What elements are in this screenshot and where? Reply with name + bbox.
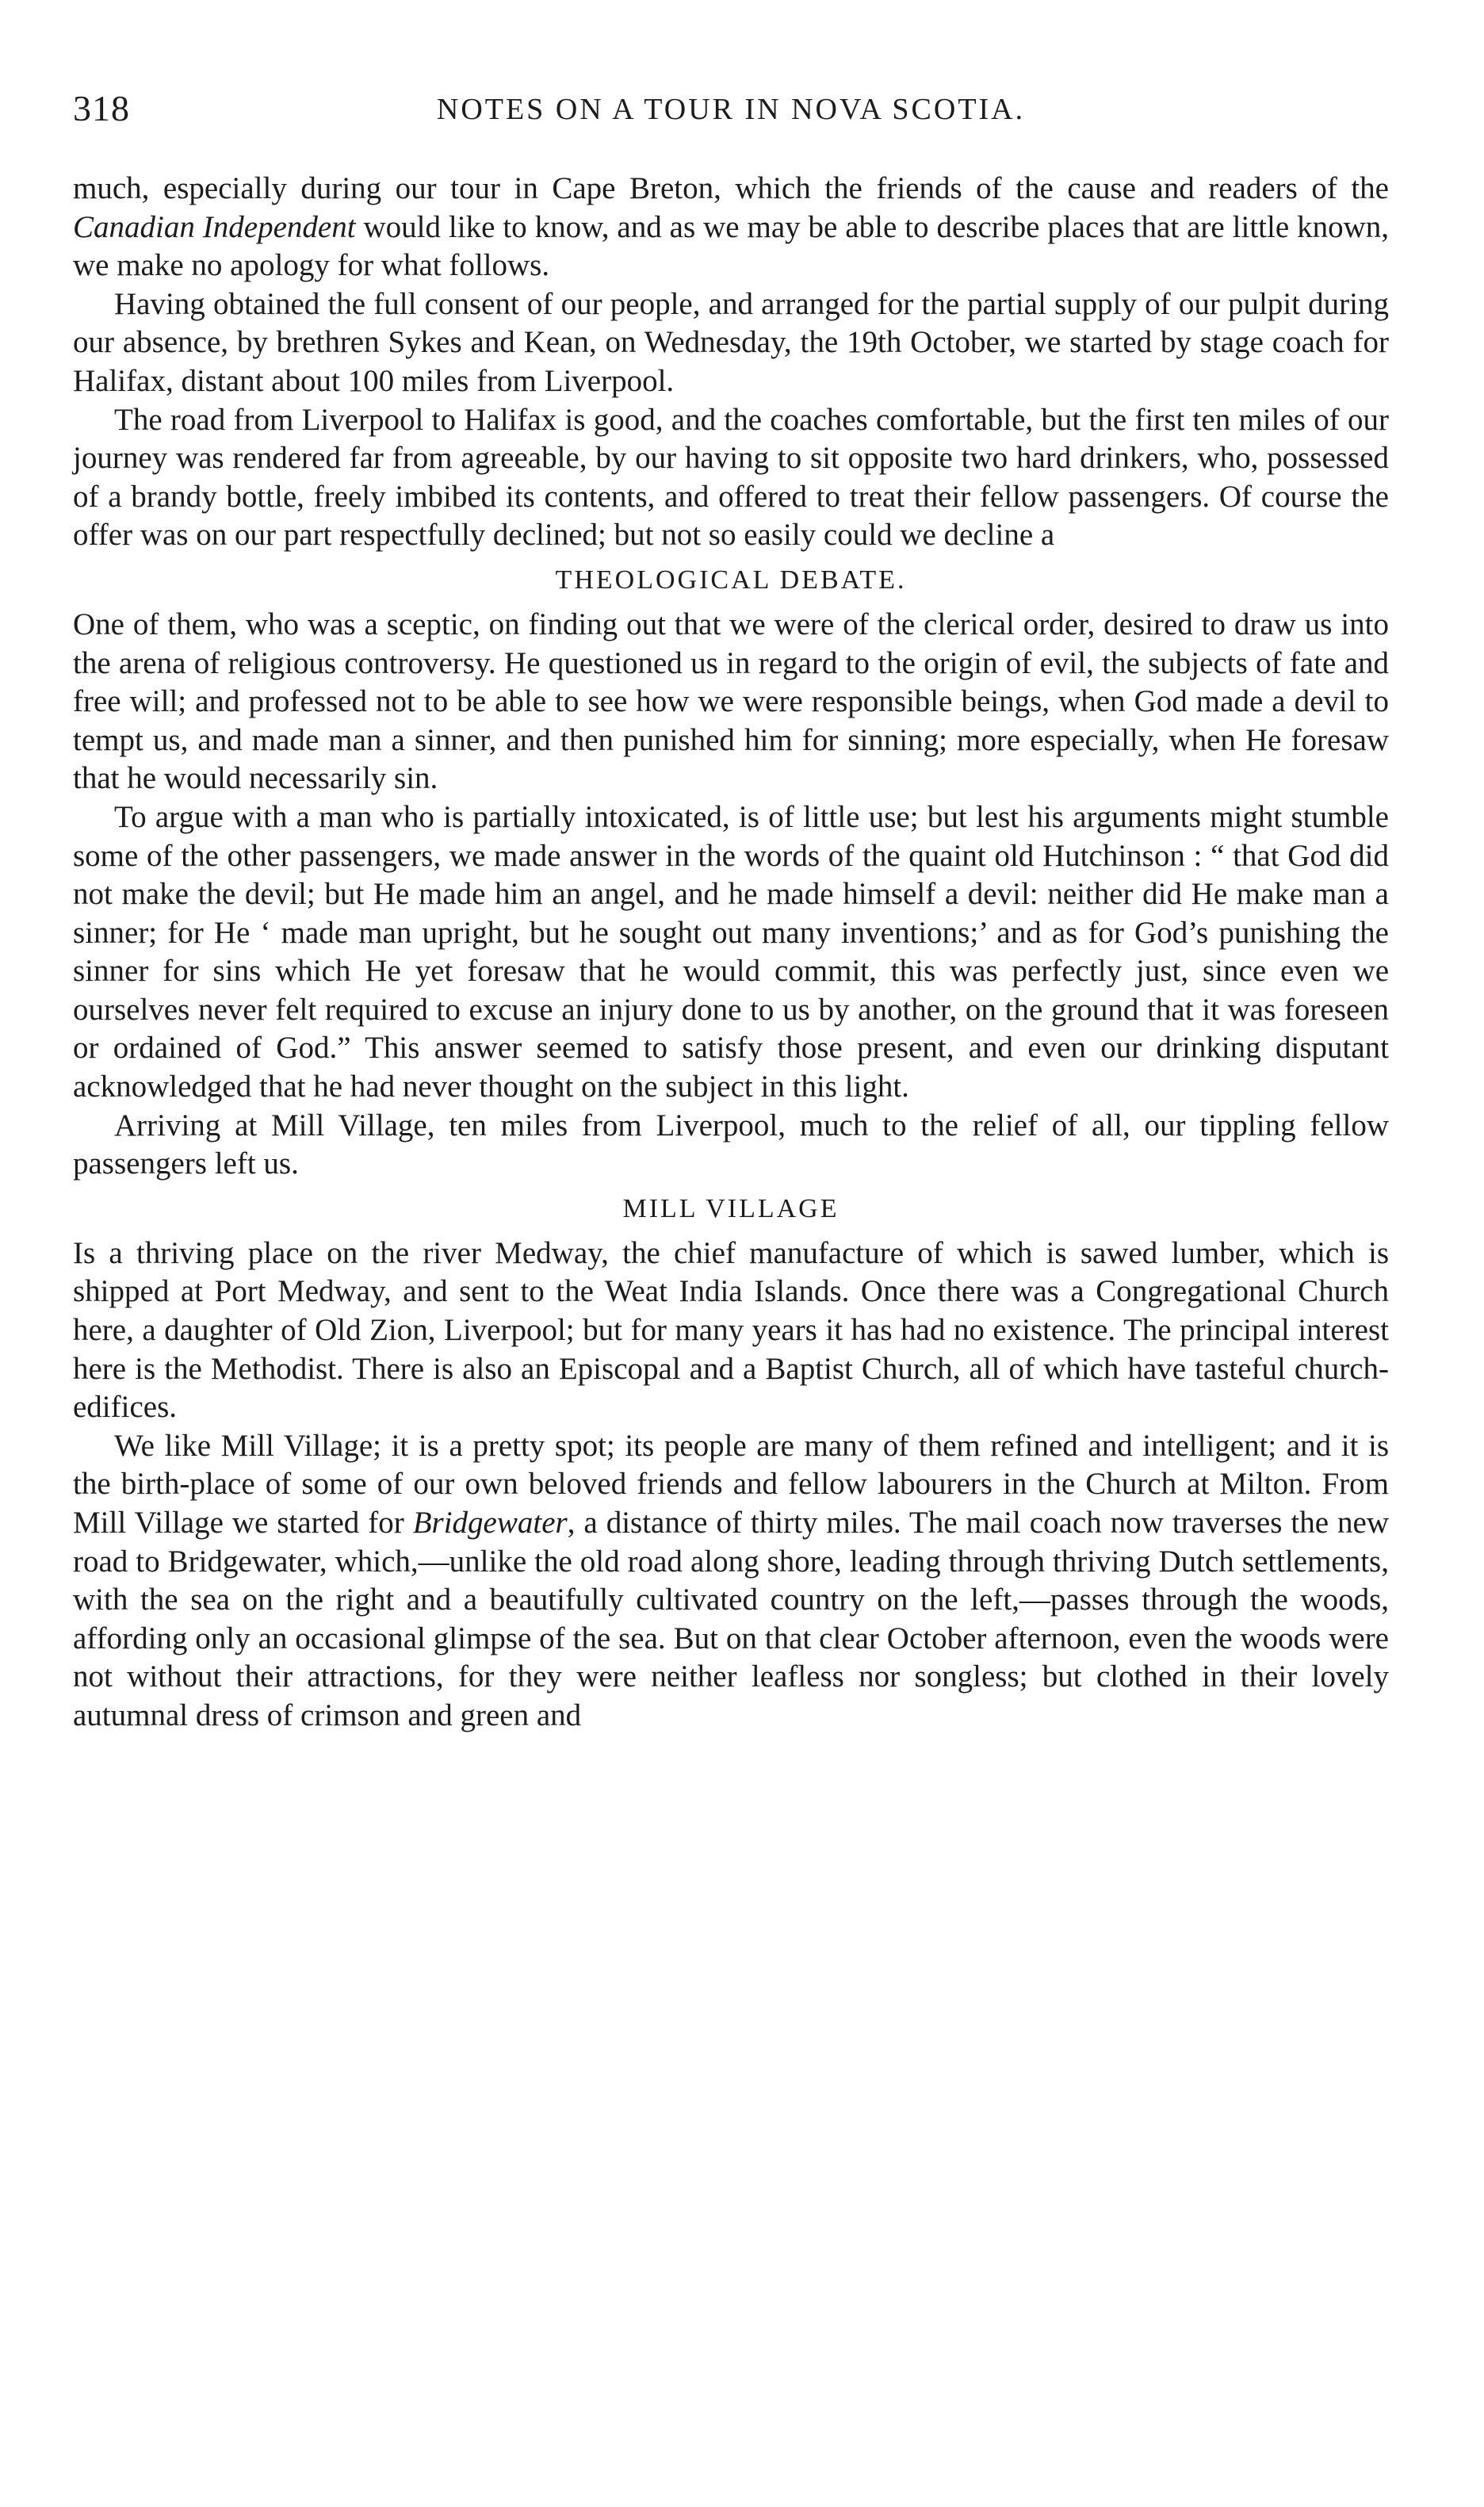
running-head	[73, 87, 1389, 143]
section-heading-theological-debate: THEOLOGICAL DEBATE.	[555, 565, 907, 595]
paragraph-1-text-c: would like to know, and as we may be able to describe places that are little known, we make no apology for what follows.	[73, 209, 1389, 283]
section-heading-mill-village: MILL VILLAGE	[622, 1193, 840, 1223]
running-title: NOTES ON A TOUR IN NOVA SCOTIA.	[436, 93, 1026, 126]
paragraph-1	[73, 170, 1389, 285]
paragraph-4: One of them, who was a sceptic, on finding out that we were of the clerical order, desired to draw us into the arena of religious controversy. He questioned us in regard to the origin of evil, the subjects of fate and free will; and professed not to be able to see how we were responsible beings, when God made a devil to tempt us, and made man a sinner, and then punished him for sinning; more especially, when He foresaw that he would necessarily sin.	[73, 607, 1389, 796]
paragraph-8-text-c: , a distance of thirty miles. The mail coach now traverses the new road to Bridgewater, which,—unlike the old road along shore, leading through thriving Dutch settlements, with the sea on the right and a beautifully cultivated country on the left,—passes through the woods, affording only an occasional glimpse of the sea. But on that clear October afternoon, even the woods were not without their attractions, for they were neither leafless nor songless; but clothed in their lovely autumnal dress of crimson and green and	[73, 1506, 1389, 1732]
place-name-bridgewater: Bridgewater	[412, 1506, 568, 1540]
page-number: 318	[73, 88, 130, 128]
paragraph-8-text-a: We like Mill Village; it is a pretty spot; its people are many of them refined and intelligent; and it is the birth-place of some of our own beloved friends and fellow labourers in the Church at Milton. From Mill Village we started for	[73, 1428, 1389, 1540]
paragraph-5: To argue with a man who is partially intoxicated, is of little use; but lest his arguments might stumble some of the other passengers, we made answer in the words of the quaint old Hutchinson : “ that God did not make the devil; but He made him an angel, and he made himself a devil: neither did He make man a sinner; for He ‘ made man upright, but he sought out many inventions;’ and as for God’s punishing the sinner for sins which He yet foresaw that he would commit, this was perfectly just, since even we ourselves never felt required to excuse an injury done to us by another, on the ground that it was foreseen or ordained of God.” This answer seemed to satisfy those present, and even our drinking disputant acknowledged that he had never thought on the subject in this light.	[73, 799, 1389, 1104]
publication-title: Canadian Independent	[73, 209, 356, 244]
paragraph-7: Is a thriving place on the river Medway, the chief manufacture of which is sawed lumber, which is shipped at Port Medway, and sent to the Weat India Islands. Once there was a Congregational Church here, a daughter of Old Zion, Liverpool; but for many years it has had no existence. The principal interest here is the Methodist. There is also an Episcopal and a Baptist Church, all of which have tasteful church-edifices.	[73, 1235, 1389, 1425]
book-page	[73, 87, 1389, 1736]
paragraph-6: Arriving at Mill Village, ten miles from Liverpool, much to the relief of all, our tippling fellow passengers left us.	[73, 1108, 1389, 1181]
paragraph-8	[73, 1427, 1389, 1736]
paragraph-3: The road from Liverpool to Halifax is good, and the coaches comfortable, but the first ten miles of our journey was rendered far from agreeable, by our having to sit opposite two hard drinkers, who, possessed of a brandy bottle, freely imbibed its contents, and offered to treat their fellow passengers. Of course the offer was on our part respectfully declined; but not so easily could we decline a	[73, 402, 1389, 553]
paragraph-2: Having obtained the full consent of our people, and arranged for the partial supply of our pulpit during our absence, by brethren Sykes and Kean, on Wednesday, the 19th October, we started by stage coach for Halifax, distant about 100 miles from Liverpool.	[73, 286, 1389, 398]
paragraph-1-text-a: much, especially during our tour in Cape Breton, which the friends of the cause and readers of the	[73, 171, 1389, 205]
